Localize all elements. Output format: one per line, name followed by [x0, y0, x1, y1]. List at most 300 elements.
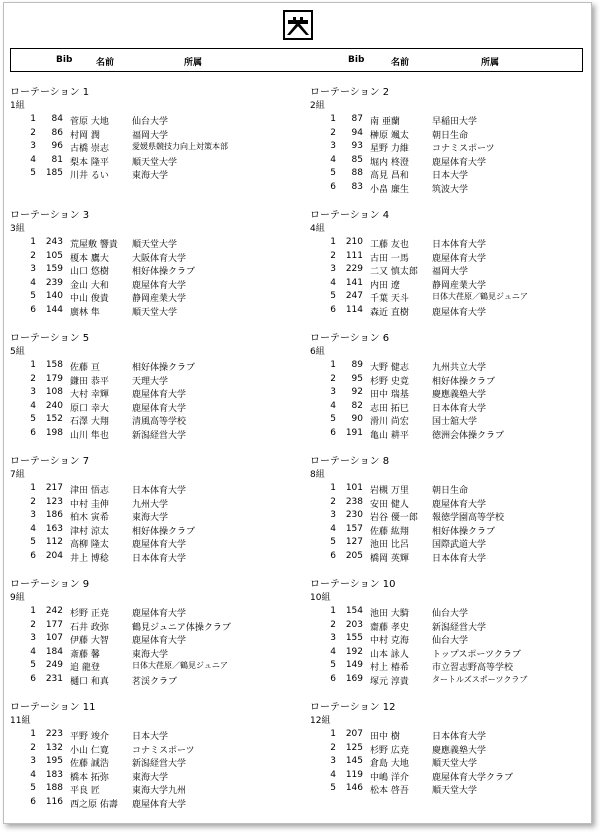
athlete-row: [310, 524, 592, 538]
start-order: 1: [330, 114, 336, 124]
athlete-row: [10, 374, 300, 388]
rotation-title: ローテーション 8: [310, 456, 390, 467]
athlete-row: [10, 551, 300, 565]
athlete-name: 古田 一馬: [370, 253, 409, 264]
start-order: 5: [330, 291, 336, 302]
start-order: 3: [330, 387, 336, 398]
start-order: 5: [330, 537, 336, 548]
affiliation: 徳洲会体操クラブ: [432, 430, 505, 441]
athlete-name: 橋岡 英輝: [370, 553, 409, 564]
affiliation: 日本体育大学: [432, 403, 487, 414]
athlete-row: [10, 743, 300, 757]
affiliation: 順天堂大学: [432, 786, 478, 797]
affiliation: タートルズスポーツクラブ: [432, 674, 528, 684]
athlete-name: 斎藤 馨: [70, 649, 100, 660]
athlete-row: [10, 305, 300, 319]
athlete-row: [310, 633, 592, 647]
athlete-name: 伊藤 大智: [70, 636, 109, 647]
bib-number: 188: [45, 783, 63, 794]
athlete-name: 二又 慎太郎: [370, 267, 418, 278]
bib-number: 83: [351, 181, 363, 192]
start-order: 6: [330, 427, 336, 438]
affiliation: 朝日生命: [432, 130, 469, 141]
group-label: 12組: [310, 716, 331, 726]
athlete-row: [10, 114, 300, 128]
bib-number: 144: [45, 304, 63, 315]
athlete-name: 西之原 佑壽: [70, 799, 118, 810]
start-order: 2: [30, 250, 36, 261]
athlete-name: 金山 大和: [70, 280, 109, 291]
rotation-block: [310, 83, 592, 206]
affiliation: コナミスポーツ: [132, 745, 195, 756]
athlete-name: 小山 仁寛: [70, 745, 109, 756]
affiliation: 東海大学: [132, 772, 169, 783]
athlete-list: [10, 237, 300, 319]
bib-number: 105: [45, 250, 63, 261]
header-affiliation-left: 所属: [184, 58, 203, 68]
athlete-name: 杉野 正尭: [70, 609, 109, 619]
athlete-row: [10, 387, 300, 401]
athlete-row: [310, 360, 592, 374]
start-order: 1: [30, 237, 36, 247]
athlete-row: [10, 264, 300, 278]
athlete-name: 佐藤 誠浩: [70, 759, 109, 770]
athlete-row: [10, 510, 300, 524]
athlete-name: 追 龍登: [70, 663, 100, 674]
athlete-list: [10, 360, 300, 442]
start-order: 2: [330, 742, 336, 753]
header-name-left: 名前: [96, 58, 115, 68]
athlete-name: 高柳 隆太: [70, 540, 109, 551]
athlete-row: [10, 278, 300, 292]
right-column: [310, 83, 592, 821]
athlete-row: [310, 264, 592, 278]
athlete-row: [310, 428, 592, 442]
start-order: 5: [30, 783, 36, 794]
affiliation: 鹿屋体育大学: [132, 609, 187, 619]
bib-number: 88: [351, 168, 363, 179]
rotation-block: [10, 575, 300, 698]
athlete-row: [310, 128, 592, 142]
start-order: 4: [330, 769, 336, 780]
affiliation: 慶應義塾大学: [432, 390, 487, 401]
start-order: 3: [330, 510, 336, 521]
affiliation: 順天堂大学: [132, 157, 178, 168]
athlete-name: 杉野 史竟: [370, 376, 409, 387]
start-list-page: [3, 2, 592, 824]
affiliation: 清風高等学校: [132, 417, 187, 428]
affiliation: 順天堂大学: [132, 240, 178, 250]
athlete-row: [10, 797, 300, 811]
group-label: 6組: [310, 347, 325, 357]
start-order: 2: [330, 496, 336, 507]
affiliation: 順天堂大学: [432, 759, 478, 770]
start-order: 1: [330, 606, 336, 616]
athlete-list: [310, 729, 592, 797]
athlete-row: [10, 756, 300, 770]
bib-number: 163: [45, 523, 63, 534]
affiliation: 新潟経営大学: [132, 430, 187, 441]
bib-number: 159: [45, 264, 63, 275]
start-order: 6: [30, 550, 36, 561]
athlete-name: 松本 啓吾: [370, 786, 409, 797]
athlete-name: 平野 竣介: [70, 732, 109, 742]
athlete-name: 平良 匠: [70, 786, 100, 797]
athlete-row: [310, 647, 592, 661]
start-order: 3: [330, 633, 336, 644]
pommel-horse-icon: [283, 10, 313, 40]
bib-number: 158: [45, 360, 63, 370]
start-order: 4: [330, 154, 336, 165]
athlete-row: [10, 414, 300, 428]
bib-number: 243: [45, 237, 63, 247]
rotation-block: [310, 329, 592, 452]
start-order: 2: [330, 619, 336, 630]
athlete-name: 佐藤 紘翔: [370, 526, 409, 537]
start-order: 5: [330, 660, 336, 671]
rotation-title: ローテーション 9: [10, 579, 90, 590]
athlete-row: [310, 278, 592, 292]
bib-number: 217: [45, 483, 63, 493]
start-order: 2: [30, 127, 36, 138]
athlete-name: 山本 詠人: [370, 649, 409, 660]
affiliation: 九州共立大学: [432, 363, 487, 373]
athlete-row: [310, 401, 592, 415]
athlete-row: [310, 743, 592, 757]
affiliation: 相好体操クラブ: [132, 526, 196, 537]
athlete-name: 村上 椿希: [370, 663, 409, 674]
athlete-list: [10, 606, 300, 688]
affiliation: 仙台大学: [132, 117, 169, 127]
affiliation: 日本大学: [132, 732, 169, 742]
athlete-name: 星野 力維: [370, 144, 409, 155]
affiliation: 日本体育大学: [132, 553, 187, 564]
affiliation: 九州大学: [132, 499, 169, 510]
athlete-list: [10, 729, 300, 811]
group-label: 7組: [10, 470, 25, 480]
rotation-title: ローテーション 12: [310, 702, 396, 713]
affiliation: 日体大荏原／鶴見ジュニア: [432, 292, 528, 302]
affiliation: 東海大学: [132, 513, 169, 524]
athlete-row: [10, 251, 300, 265]
affiliation: 鹿屋体育大学: [432, 307, 487, 318]
athlete-row: [310, 168, 592, 182]
affiliation: 静岡産業大学: [132, 294, 187, 305]
bib-number: 229: [345, 264, 363, 275]
start-order: 5: [330, 783, 336, 794]
athlete-row: [310, 251, 592, 265]
rotation-block: [310, 698, 592, 821]
bib-number: 184: [45, 646, 63, 657]
athlete-list: [310, 483, 592, 565]
start-order: 6: [30, 304, 36, 315]
bib-number: 210: [345, 237, 363, 247]
athlete-name: 大村 幸輝: [70, 390, 109, 401]
rotation-title: ローテーション 7: [10, 456, 90, 467]
affiliation: 天理大学: [132, 376, 169, 387]
start-order: 3: [330, 141, 336, 152]
affiliation: 相好体操クラブ: [132, 363, 196, 373]
bib-number: 155: [345, 633, 363, 644]
bib-number: 230: [345, 510, 363, 521]
bib-number: 205: [345, 550, 363, 561]
bib-number: 94: [351, 127, 363, 138]
rotation-title: ローテーション 1: [10, 87, 90, 98]
start-order: 3: [330, 264, 336, 275]
athlete-name: 佐藤 亘: [70, 363, 100, 373]
athlete-row: [10, 497, 300, 511]
affiliation: 報徳学園高等学校: [432, 513, 505, 524]
bib-number: 92: [351, 387, 363, 398]
athlete-row: [310, 606, 592, 620]
affiliation: 東海大学: [132, 649, 169, 660]
athlete-row: [10, 537, 300, 551]
athlete-row: [310, 155, 592, 169]
bib-number: 157: [345, 523, 363, 534]
start-order: 4: [330, 400, 336, 411]
athlete-name: 亀山 耕平: [370, 430, 409, 441]
rotation-block: [10, 698, 300, 821]
affiliation: 市立習志野高等学校: [432, 663, 514, 674]
athlete-row: [10, 483, 300, 497]
bib-number: 111: [345, 250, 363, 261]
athlete-row: [310, 305, 592, 319]
athlete-name: 田中 樹: [370, 732, 400, 742]
athlete-name: 池田 大騎: [370, 609, 409, 619]
bib-number: 96: [51, 141, 63, 152]
bib-number: 249: [45, 660, 63, 671]
bib-number: 203: [345, 619, 363, 630]
athlete-row: [10, 128, 300, 142]
start-order: 2: [330, 373, 336, 384]
athlete-name: 鎌田 恭平: [70, 376, 109, 387]
start-order: 2: [330, 250, 336, 261]
bib-number: 185: [45, 168, 63, 179]
athlete-name: 高見 昌和: [370, 171, 409, 182]
affiliation: 鹿屋体育大学: [132, 390, 187, 401]
affiliation: 日本体育大学: [432, 553, 487, 564]
athlete-row: [10, 674, 300, 688]
group-label: 2組: [310, 101, 325, 111]
athlete-name: 菅原 大地: [70, 117, 109, 127]
start-order: 6: [30, 673, 36, 684]
header-name-right: 名前: [391, 58, 410, 68]
athlete-row: [310, 729, 592, 743]
affiliation: 順天堂大学: [132, 307, 178, 318]
athlete-name: 川井 るい: [70, 171, 109, 182]
bib-number: 116: [45, 796, 63, 807]
athlete-name: 塚元 淳貴: [370, 676, 409, 687]
bib-number: 146: [345, 783, 363, 794]
athlete-row: [10, 291, 300, 305]
bib-number: 177: [45, 619, 63, 630]
start-order: 5: [30, 537, 36, 548]
start-order: 1: [30, 606, 36, 616]
athlete-row: [10, 620, 300, 634]
athlete-row: [10, 237, 300, 251]
athlete-row: [310, 182, 592, 196]
athlete-row: [310, 660, 592, 674]
bib-number: 132: [45, 742, 63, 753]
athlete-row: [10, 633, 300, 647]
athlete-name: 井上 博稔: [70, 553, 109, 564]
start-order: 1: [330, 729, 336, 739]
athlete-name: 村岡 潤: [70, 130, 100, 141]
start-order: 6: [30, 427, 36, 438]
athlete-row: [10, 647, 300, 661]
bib-number: 198: [45, 427, 63, 438]
start-order: 5: [30, 414, 36, 425]
affiliation: 福岡大学: [132, 130, 169, 141]
bib-number: 149: [345, 660, 363, 671]
start-order: 5: [30, 660, 36, 671]
bib-number: 238: [345, 496, 363, 507]
bib-number: 145: [345, 756, 363, 767]
athlete-name: 中嶋 洋介: [370, 772, 409, 783]
start-order: 2: [330, 127, 336, 138]
bib-number: 108: [45, 387, 63, 398]
athlete-name: 岩谷 優一郎: [370, 513, 418, 524]
group-label: 8組: [310, 470, 325, 480]
start-order: 5: [330, 414, 336, 425]
athlete-row: [310, 783, 592, 797]
athlete-list: [310, 114, 592, 196]
rotation-block: [10, 329, 300, 452]
affiliation: 朝日生命: [432, 486, 469, 496]
athlete-name: 田中 瑞基: [370, 390, 409, 401]
column-header-bar: [10, 48, 583, 72]
athlete-row: [10, 141, 300, 155]
affiliation: 東海大学九州: [132, 786, 187, 797]
start-order: 2: [30, 619, 36, 630]
bib-number: 169: [345, 673, 363, 684]
affiliation: 鹿屋体育大学クラブ: [432, 772, 514, 783]
rotation-title: ローテーション 2: [310, 87, 390, 98]
athlete-row: [310, 620, 592, 634]
bib-number: 87: [351, 114, 363, 124]
affiliation: 鹿屋体育大学: [132, 403, 187, 414]
rotation-block: [310, 452, 592, 575]
athlete-list: [310, 237, 592, 319]
bib-number: 93: [351, 141, 363, 152]
athlete-name: 榎本 鷹大: [70, 253, 109, 264]
start-order: 4: [330, 523, 336, 534]
bib-number: 191: [345, 427, 363, 438]
affiliation: 相好体操クラブ: [432, 526, 496, 537]
affiliation: 鹿屋体育大学: [132, 280, 187, 291]
athlete-name: 山川 隼也: [70, 430, 109, 441]
bib-number: 223: [45, 729, 63, 739]
affiliation: 茗渓クラブ: [132, 676, 178, 687]
bib-number: 81: [51, 154, 63, 165]
athlete-row: [10, 770, 300, 784]
start-order: 6: [330, 304, 336, 315]
affiliation: 鹿屋体育大学: [132, 540, 187, 551]
athlete-list: [310, 360, 592, 442]
rotation-title: ローテーション 3: [10, 210, 90, 221]
athlete-name: 橋本 拓弥: [70, 772, 109, 783]
bib-number: 101: [345, 483, 363, 493]
start-order: 6: [330, 181, 336, 192]
athlete-name: 内田 遼: [370, 280, 400, 291]
start-order: 1: [30, 729, 36, 739]
affiliation: 日本体育大学: [432, 732, 487, 742]
affiliation: 新潟経営大学: [132, 759, 187, 770]
athlete-name: 志田 拓巳: [370, 403, 409, 414]
athlete-row: [310, 387, 592, 401]
bib-number: 240: [45, 400, 63, 411]
group-label: 4組: [310, 224, 325, 234]
rotation-title: ローテーション 4: [310, 210, 390, 221]
bib-number: 89: [351, 360, 363, 370]
bib-number: 195: [45, 756, 63, 767]
athlete-name: 大野 健志: [370, 363, 409, 373]
start-order: 5: [30, 168, 36, 179]
bib-number: 242: [45, 606, 63, 616]
athlete-row: [310, 770, 592, 784]
athlete-row: [310, 510, 592, 524]
athlete-name: 石井 政弥: [70, 622, 109, 633]
bib-number: 204: [45, 550, 63, 561]
bib-number: 107: [45, 633, 63, 644]
athlete-row: [310, 374, 592, 388]
rotation-block: [310, 575, 592, 698]
athlete-name: 中山 俊貴: [70, 294, 109, 305]
bib-number: 154: [345, 606, 363, 616]
affiliation: 日本体育大学: [432, 240, 487, 250]
group-label: 5組: [10, 347, 25, 357]
start-order: 3: [30, 141, 36, 152]
bib-number: 192: [345, 646, 363, 657]
bib-number: 152: [45, 414, 63, 425]
athlete-name: 柏木 寅希: [70, 513, 109, 524]
bib-number: 90: [351, 414, 363, 425]
bib-number: 207: [345, 729, 363, 739]
athlete-list: [310, 606, 592, 688]
start-order: 4: [30, 523, 36, 534]
header-bib-left: Bib: [56, 55, 73, 65]
group-label: 10組: [310, 593, 331, 603]
bib-number: 186: [45, 510, 63, 521]
start-order: 2: [30, 742, 36, 753]
start-order: 3: [330, 756, 336, 767]
athlete-name: 杉野 広尭: [370, 745, 409, 756]
athlete-name: 廣林 隼: [70, 307, 100, 318]
start-order: 4: [30, 769, 36, 780]
affiliation: 国士舘大学: [432, 417, 478, 428]
affiliation: 日体大荏原／鶴見ジュニア: [132, 661, 228, 671]
affiliation: 大阪体育大学: [132, 253, 187, 264]
bib-number: 247: [345, 291, 363, 302]
affiliation: 仙台大学: [432, 636, 469, 647]
bib-number: 239: [45, 277, 63, 288]
rotation-block: [10, 206, 300, 329]
athlete-name: 千葉 天斗: [370, 294, 409, 305]
start-order: 6: [30, 796, 36, 807]
athlete-list: [10, 483, 300, 565]
affiliation: 鹿屋体育大学: [432, 499, 487, 510]
start-order: 5: [330, 168, 336, 179]
affiliation: 慶應義塾大学: [432, 745, 487, 756]
athlete-row: [10, 660, 300, 674]
start-order: 2: [30, 496, 36, 507]
athlete-name: 堀内 柊澄: [370, 157, 409, 168]
athlete-row: [310, 141, 592, 155]
athlete-row: [10, 729, 300, 743]
athlete-row: [10, 401, 300, 415]
start-order: 4: [30, 277, 36, 288]
affiliation: 愛媛県競技力向上対策本部: [132, 142, 228, 152]
